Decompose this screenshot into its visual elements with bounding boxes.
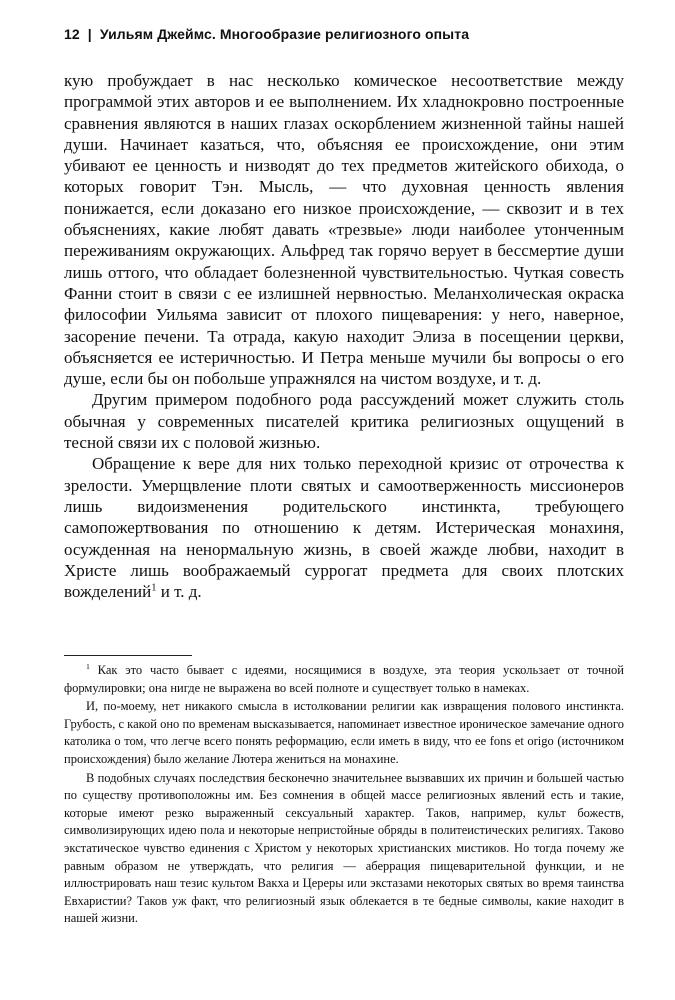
paragraph [64, 453, 624, 602]
footnote-marker: 1 [86, 661, 90, 671]
footnote-text: Как это часто бывает с идеями, носящимися в воздухе, эта теория ускользает от точной формулировки; она нигде не выражена во всей полноте и существует только в намеках. [64, 663, 624, 695]
header-separator: | [87, 26, 92, 42]
paragraph: Другим примером подобного рода рассуждений может служить столь обычная у современных писателей критика религиозных ощущений в тесной связи их с половой жизнью. [64, 390, 624, 453]
footnote-reference: 1 [151, 582, 157, 594]
paragraph-text: Обращение к вере для них только переходной кризис от отрочества к зрелости. Умерщвление плоти святых и самоотверженность миссионеров лишь видоизменения родительского инстинкта, требующего самопожертвования по отношению к детям. Истерическая монахиня, осужденная на ненормальную жизнь, в своей жажде любви, находит в Христе лишь воображаемый суррогат предмета для своих плотских вожделений [64, 454, 624, 602]
running-title: Уильям Джеймс. Многообразие религиозного опыта [99, 26, 470, 42]
footnotes [64, 662, 624, 929]
footnote-paragraph: В подобных случаях последствия бесконечно значительнее вызвавших их причин и большей частью по существу противоположны им. Без сомнения в общей массе религиозных явлений есть и такие, которые имеют резко выраженный сексуальный характер. Таков, например, культ божеств, символизирующих идею пола и некоторые непристойные обряды в политеистических религиях. Таково экстатическое чувство единения с Христом у некоторых христианских мистиков. Но тогда почему же равным образом не утверждать, что религия — аберрация пищеварительной функции, и не иллюстрировать наш тезис культом Вакха и Цереры или экстазами некоторых святых во время таинства Евхаристии? Таков уж факт, что религиозный язык облекается в те бедные символы, какие находит в нашей жизни. [64, 770, 624, 926]
running-header [64, 26, 624, 42]
page-number: 12 [64, 26, 80, 42]
footnote [64, 662, 624, 697]
footnote-divider [64, 655, 192, 656]
main-text [64, 70, 624, 602]
footnote-paragraph: И, по-моему, нет никакого смысла в истолковании религии как извращения полового инстинкта. Грубость, с какой оно по временам высказывается, напоминает известное ироническое замечание одного католика о том, что легче всего понять реформацию, если иметь в виду, что ее fons et origo (источником происхождения) было желание Лютера жениться на монахине. [64, 699, 624, 766]
paragraph-continued: кую пробуждает в нас несколько комическое несоответствие между программой этих авторов и ее выполнением. Их хладнокровно построенные сравнения являются в наших глазах оскорблением жизненной тайны нашей души. Начинает казаться, что, объясняя ее происхождение, они этим убивают ее ценность и низводят до тех предметов житейского обихода, о которых говорит Тэн. Мысль, — что духовная ценность явления понижается, если доказано его низкое происхождение, — сквозит и в тех объяснениях, какие любят давать «трезвые» люди наиболее утонченным переживаниям окружающих. Альфред так горячо верует в бессмертие души лишь оттого, что обладает болезненной чувствительностью. Чуткая совесть Фанни стоит в связи с ее излишней нервностью. Меланхолическая окраска философии Уильяма зависит от плохого пищеварения: у него, наверное, засорение печени. Та отрада, какую находит Элиза в посещении церкви, объясняется ее истеричностью. И Петра меньше мучили бы вопросы о его душе, если бы он побольше упражнялся на чистом воздухе, и т. д. [64, 71, 624, 389]
paragraph-text-end: и т. д. [156, 582, 202, 602]
